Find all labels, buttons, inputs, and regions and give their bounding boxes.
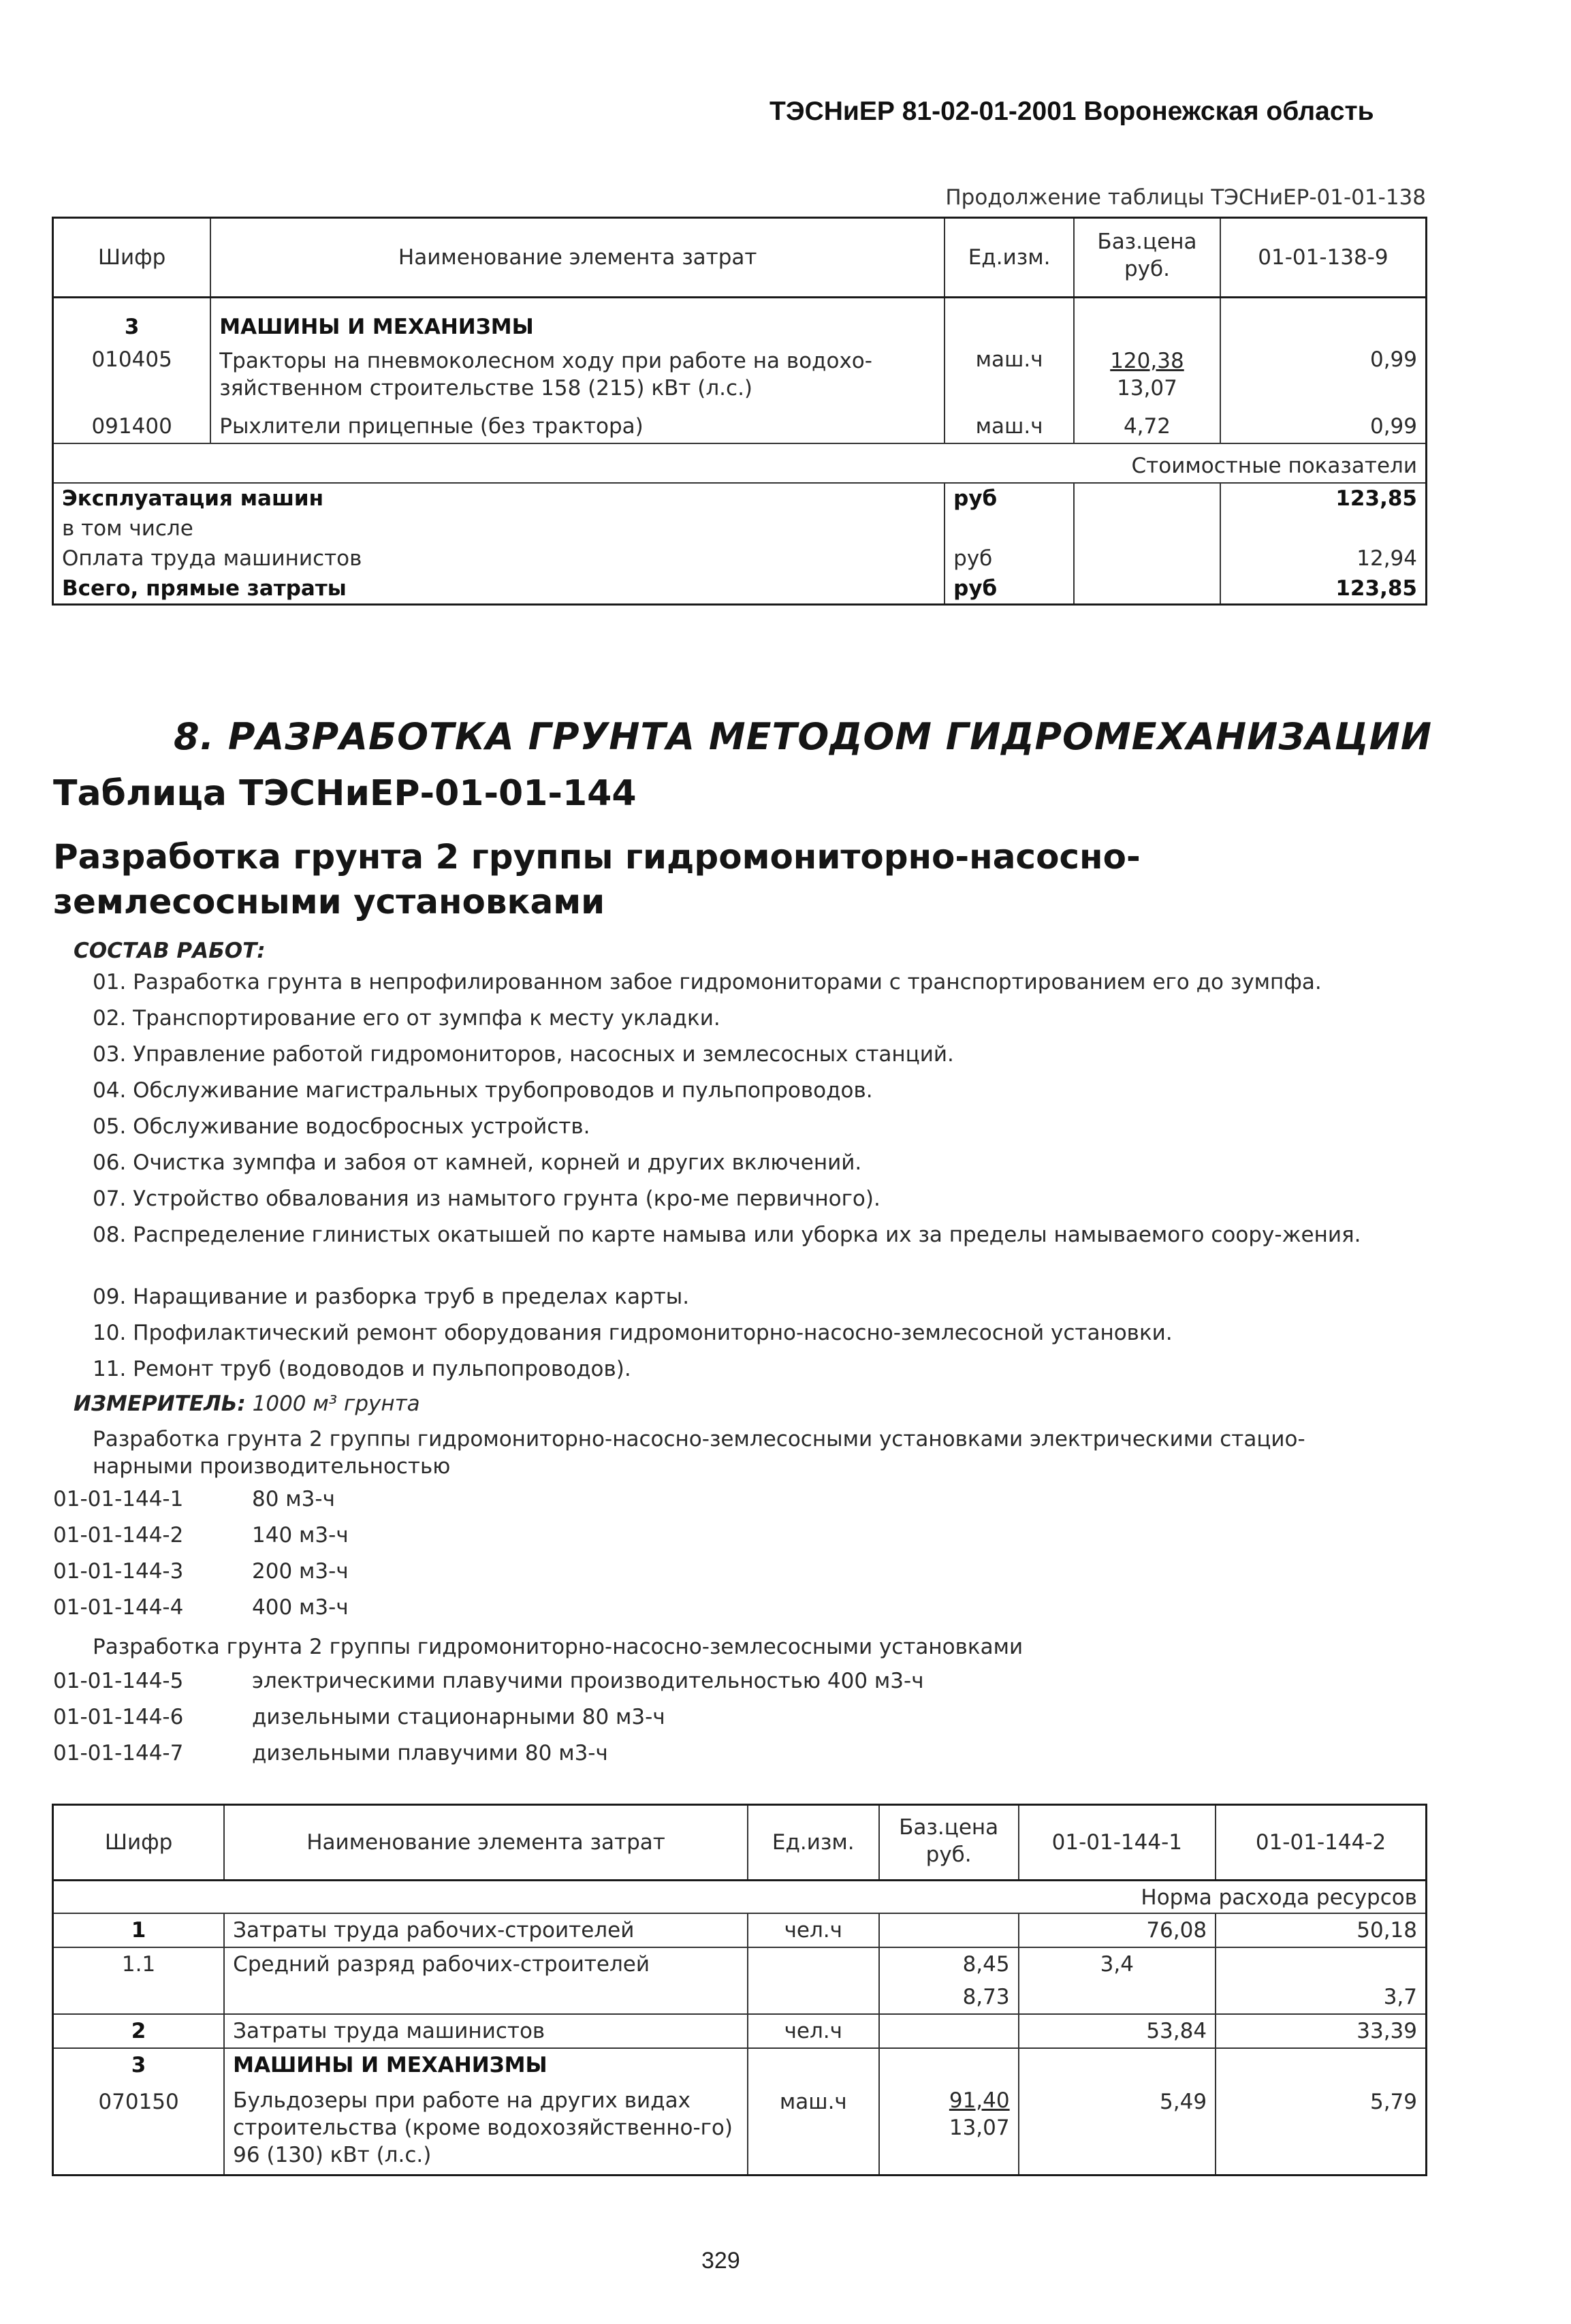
table-description: Разработка грунта 2 группы гидромониторно-насосно-землесосными установками xyxy=(53,837,1141,922)
row-price: 8,45 xyxy=(879,1947,1019,1981)
variant-text: электрическими плавучими производительностью 400 м3-ч xyxy=(252,1669,924,1693)
work-item: 05. Обслуживание водосбросных устройств. xyxy=(93,1114,590,1139)
work-item: 03. Управление работой гидромониторов, насосных и землесосных станций. xyxy=(93,1042,954,1067)
row-code: 3 xyxy=(131,2053,146,2077)
cost-value: 123,85 xyxy=(1220,574,1427,605)
row-value-2: 33,39 xyxy=(1216,2014,1426,2048)
section-title: МАШИНЫ И МЕХАНИЗМЫ xyxy=(210,298,945,344)
table-row xyxy=(53,1913,1427,1947)
header-unit: Ед.изм. xyxy=(945,218,1074,298)
row-value-1: 76,08 xyxy=(1019,1913,1216,1947)
variant-text: 140 м3-ч xyxy=(252,1523,349,1548)
row-name xyxy=(224,1981,748,2014)
row-price: 4,72 xyxy=(1074,403,1220,443)
row-code: 070150 xyxy=(98,2090,179,2114)
cost-name: Оплата труда машинистов xyxy=(62,546,362,571)
variant-code: 01-01-144-7 xyxy=(53,1741,184,1765)
header-unit: Ед.изм. xyxy=(748,1805,879,1881)
header-name: Наименование элемента затрат xyxy=(210,218,945,298)
meter-line xyxy=(74,1392,420,1416)
table-row xyxy=(53,2048,1427,2082)
row-unit: маш.ч xyxy=(945,403,1074,443)
row-price xyxy=(879,2014,1019,2048)
work-item: 08. Распределение глинистых окатышей по карте намыва или уборка их за пределы намываемого соору-жения. xyxy=(93,1223,1361,1247)
price-top: 120,38 xyxy=(1110,349,1184,373)
row-name: Бульдозеры при работе на других видах строительства (кроме водохозяйственно-го) 96 (130) кВт (л.с.) xyxy=(224,2082,748,2176)
table-row xyxy=(53,343,1427,403)
row-code xyxy=(53,1981,225,2014)
table-row xyxy=(53,483,1427,514)
row-value-2 xyxy=(1216,1947,1426,1981)
price-bottom: 13,07 xyxy=(949,2116,1010,2140)
table-header-row xyxy=(53,1805,1427,1881)
table-continuation-caption: Продолжение таблицы ТЭСНиЕР-01-01-138 xyxy=(945,185,1426,210)
header-code: Шифр xyxy=(104,1830,173,1855)
price-top: 91,40 xyxy=(949,2088,1010,2113)
meter-value: 1000 м³ грунта xyxy=(252,1392,420,1416)
work-item: 07. Устройство обвалования из намытого грунта (кро-ме первичного). xyxy=(93,1187,880,1211)
cost-name: Эксплуатация машин xyxy=(62,486,324,511)
variant-text: дизельными плавучими 80 м3-ч xyxy=(252,1741,608,1765)
variant-code: 01-01-144-4 xyxy=(53,1595,184,1620)
norm-label: Норма расхода ресурсов xyxy=(1141,1885,1417,1910)
row-name: Рыхлители прицепные (без трактора) xyxy=(210,403,945,443)
row-value: 0,99 xyxy=(1220,403,1427,443)
header-variant-2: 01-01-144-2 xyxy=(1216,1805,1426,1881)
work-composition-label: СОСТАВ РАБОТ: xyxy=(74,939,266,963)
section-heading: 8. РАЗРАБОТКА ГРУНТА МЕТОДОМ ГИДРОМЕХАНИЗАЦИИ xyxy=(174,715,1433,758)
row-name: Средний разряд рабочих-строителей xyxy=(224,1947,748,1981)
header-price: Баз.цена руб. xyxy=(1074,218,1220,298)
variant-text: 80 м3-ч xyxy=(252,1487,335,1511)
row-value-1: 5,49 xyxy=(1019,2082,1216,2176)
table-row xyxy=(53,1947,1427,1981)
row-name: Затраты труда машинистов xyxy=(224,2014,748,2048)
section-code: 3 xyxy=(124,315,140,339)
row-code: 1 xyxy=(131,1918,146,1943)
running-header: ТЭСНиЕР 81-02-01-2001 Воронежская область xyxy=(769,97,1374,126)
row-name: МАШИНЫ И МЕХАНИЗМЫ xyxy=(224,2048,748,2082)
row-code: 010405 xyxy=(91,347,172,372)
variant-code: 01-01-144-2 xyxy=(53,1523,184,1548)
row-unit: чел.ч xyxy=(748,2014,879,2048)
table-row xyxy=(53,544,1427,574)
variant-code: 01-01-144-6 xyxy=(53,1705,184,1729)
row-value-1 xyxy=(1019,1981,1216,2014)
row-value-2: 3,7 xyxy=(1216,1981,1426,2014)
cost-value: 123,85 xyxy=(1220,483,1427,514)
table-row xyxy=(53,298,1427,344)
row-value-2: 5,79 xyxy=(1216,2082,1426,2176)
work-item: 06. Очистка зумпфа и забоя от камней, корней и других включений. xyxy=(93,1150,862,1175)
row-value-1: 53,84 xyxy=(1019,2014,1216,2048)
header-name: Наименование элемента затрат xyxy=(224,1805,748,1881)
row-code: 1.1 xyxy=(121,1952,156,1977)
cost-unit: руб xyxy=(945,483,1074,514)
row-name: Тракторы на пневмоколесном ходу при работе на водохо-зяйственном строительстве 158 (215) кВт (л.с.) xyxy=(210,343,945,403)
work-item: 11. Ремонт труб (водоводов и пульпопроводов). xyxy=(93,1357,631,1381)
row-unit: маш.ч xyxy=(748,2082,879,2176)
page-number: 329 xyxy=(701,2248,740,2274)
row-price xyxy=(879,2082,1019,2176)
row-code: 2 xyxy=(131,2019,146,2043)
header-variant-1: 01-01-144-1 xyxy=(1019,1805,1216,1881)
variant-code: 01-01-144-1 xyxy=(53,1487,184,1511)
resource-table-144 xyxy=(52,1804,1427,2176)
work-item: 10. Профилактический ремонт оборудования гидромониторно-насосно-землесосной установки. xyxy=(93,1321,1173,1345)
row-name: Затраты труда рабочих-строителей xyxy=(224,1913,748,1947)
variant-code: 01-01-144-5 xyxy=(53,1669,184,1693)
table-row xyxy=(53,1981,1427,2014)
cost-name: в том числе xyxy=(62,516,193,541)
header-code: Шифр xyxy=(97,245,166,270)
variants-intro: Разработка грунта 2 группы гидромониторно-насосно-землесосными установками электрическими стацио-нарными производительностью xyxy=(93,1427,1305,1479)
table-name: Таблица ТЭСНиЕР-01-01-144 xyxy=(53,773,637,814)
variant-text: 200 м3-ч xyxy=(252,1559,349,1584)
table-row xyxy=(53,2014,1427,2048)
row-unit xyxy=(748,1947,879,1981)
table-row xyxy=(53,2082,1427,2176)
row-price: 8,73 xyxy=(879,1981,1019,2014)
work-item: 09. Наращивание и разборка труб в пределах карты. xyxy=(93,1285,690,1309)
table-row xyxy=(53,514,1427,544)
norm-label-row xyxy=(53,1881,1427,1914)
variants-intro-2: Разработка грунта 2 группы гидромониторно-насосно-землесосными установками xyxy=(93,1635,1023,1659)
row-value-2: 50,18 xyxy=(1216,1913,1426,1947)
cost-label-row xyxy=(53,443,1427,483)
work-item: 02. Транспортирование его от зумпфа к месту укладки. xyxy=(93,1006,720,1031)
table-header-row xyxy=(53,218,1427,298)
cost-name: Всего, прямые затраты xyxy=(62,576,347,601)
row-price xyxy=(1074,343,1220,403)
row-code: 091400 xyxy=(91,414,172,439)
variant-text: 400 м3-ч xyxy=(252,1595,349,1620)
header-variant: 01-01-138-9 xyxy=(1220,218,1427,298)
variant-text: дизельными стационарными 80 м3-ч xyxy=(252,1705,665,1729)
row-unit: чел.ч xyxy=(748,1913,879,1947)
variant-code: 01-01-144-3 xyxy=(53,1559,184,1584)
cost-label: Стоимостные показатели xyxy=(1131,454,1417,478)
cost-table-138 xyxy=(52,217,1427,606)
row-value: 0,99 xyxy=(1220,343,1427,403)
row-unit: маш.ч xyxy=(945,343,1074,403)
meter-label: ИЗМЕРИТЕЛЬ: xyxy=(74,1392,246,1416)
table-row xyxy=(53,403,1427,443)
row-price xyxy=(879,1913,1019,1947)
row-value-1: 3,4 xyxy=(1019,1947,1216,1981)
work-item: 01. Разработка грунта в непрофилированном забое гидромониторами с транспортированием его до зумпфа. xyxy=(93,970,1322,994)
table-row xyxy=(53,574,1427,605)
work-item: 04. Обслуживание магистральных трубопроводов и пульпопроводов. xyxy=(93,1078,873,1103)
price-bottom: 13,07 xyxy=(1117,376,1177,401)
cost-unit: руб xyxy=(945,574,1074,605)
cost-value: 12,94 xyxy=(1220,544,1427,574)
row-unit xyxy=(748,1981,879,2014)
cost-unit: руб xyxy=(945,544,1074,574)
header-price: Баз.цена руб. xyxy=(879,1805,1019,1881)
